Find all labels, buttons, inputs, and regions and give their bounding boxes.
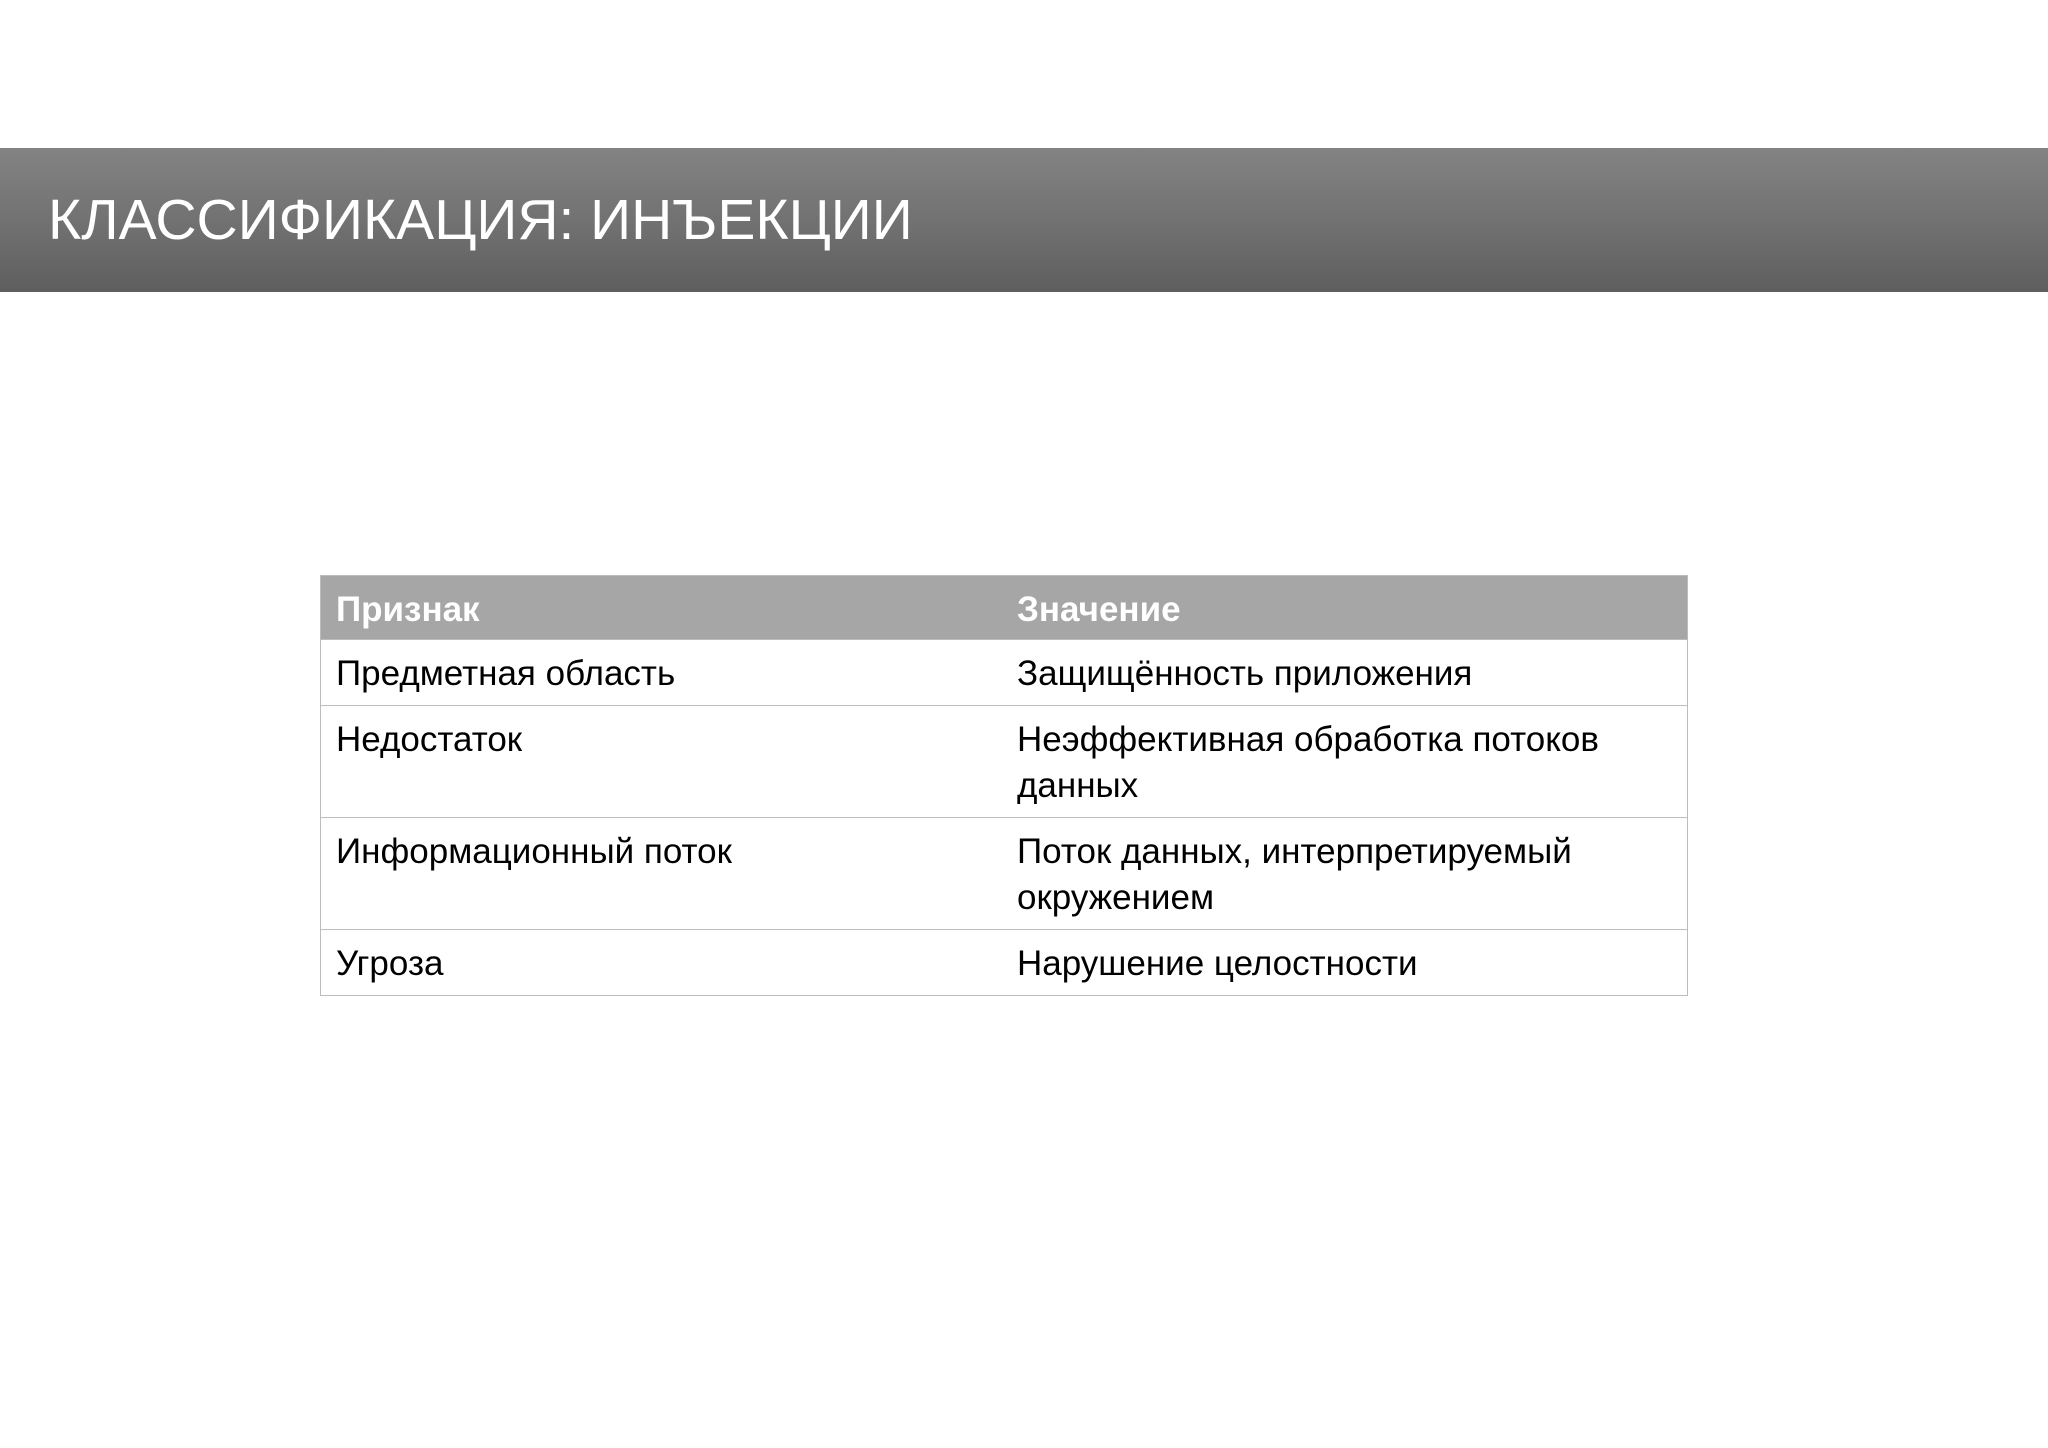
slide-title: КЛАССИФИКАЦИЯ: ИНЪЕКЦИИ — [48, 188, 913, 252]
slide-title-bar — [0, 148, 2048, 292]
table-cell-attribute: Информационный поток — [321, 818, 1002, 930]
table-row — [321, 706, 1688, 818]
table-row — [321, 640, 1688, 706]
table-cell-attribute: Угроза — [321, 930, 1002, 996]
header-cell-attribute: Признак — [321, 576, 1002, 640]
table-row — [321, 818, 1688, 930]
table-cell-value: Поток данных, интерпретируемый окружением — [1002, 818, 1688, 930]
table-cell-value: Нарушение целостности — [1002, 930, 1688, 996]
table-row — [321, 930, 1688, 996]
table-header-row — [321, 576, 1688, 640]
table-cell-attribute: Недостаток — [321, 706, 1002, 818]
header-cell-value: Значение — [1002, 576, 1688, 640]
classification-table — [320, 575, 1688, 996]
table-cell-value: Неэффективная обработка потоков данных — [1002, 706, 1688, 818]
table-cell-attribute: Предметная область — [321, 640, 1002, 706]
table-cell-value: Защищённость приложения — [1002, 640, 1688, 706]
